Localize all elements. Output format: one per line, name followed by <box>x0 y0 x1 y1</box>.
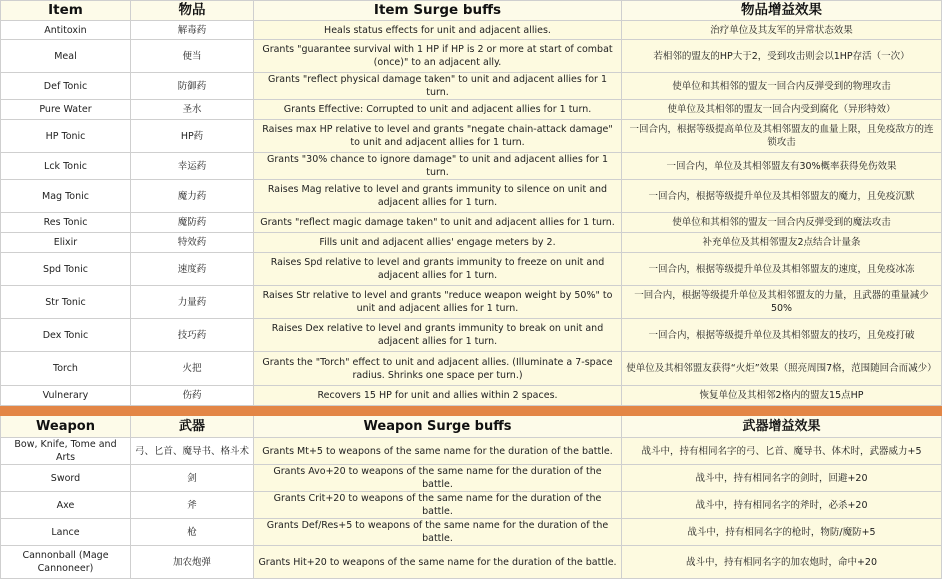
item-name-cn: 特效药 <box>131 233 254 253</box>
item-buff-cn: 一回合内，根据等级提高单位及其相邻盟友的血量上限，且免疫敌方的连锁攻击 <box>622 120 942 153</box>
item-name: Antitoxin <box>1 21 131 40</box>
weapon-buff-cn: 战斗中，持有相同名字的枪时，物防/魔防+5 <box>622 519 942 546</box>
weapon-buff: Grants Mt+5 to weapons of the same name for the duration of the battle. <box>254 438 622 465</box>
item-name: Elixir <box>1 233 131 253</box>
weapon-row <box>1 546 942 579</box>
item-buff: Grants "reflect physical damage taken" to unit and adjacent allies for 1 turn. <box>254 73 622 100</box>
item-buff: Raises Str relative to level and grants "reduce weapon weight by 50%" to unit and adjacent allies for 1 turn. <box>254 286 622 319</box>
weapon-buff-cn: 战斗中，持有相同名字的斧时，必杀+20 <box>622 492 942 519</box>
item-name-cn: 伤药 <box>131 386 254 406</box>
weapon-name: Axe <box>1 492 131 519</box>
item-buff: Raises Spd relative to level and grants immunity to freeze on unit and adjacent allies for 1 turn. <box>254 253 622 286</box>
item-row <box>1 100 942 120</box>
item-name: Def Tonic <box>1 73 131 100</box>
weapon-name-cn: 弓、匕首、魔导书、格斗术 <box>131 438 254 465</box>
item-buff-cn: 一回合内，单位及其相邻盟友有30%概率获得免伤效果 <box>622 153 942 180</box>
item-row <box>1 253 942 286</box>
item-buff-cn: 一回合内，根据等级提升单位及其相邻盟友的魔力，且免疫沉默 <box>622 180 942 213</box>
weapon-row <box>1 438 942 465</box>
item-name: Res Tonic <box>1 213 131 233</box>
weapon-buff: Grants Crit+20 to weapons of the same name for the duration of the battle. <box>254 492 622 519</box>
item-buff: Grants "guarantee survival with 1 HP if HP is 2 or more at start of combat (once)" to an adjacent ally. <box>254 40 622 73</box>
item-row <box>1 319 942 352</box>
item-buff: Grants the "Torch" effect to unit and adjacent allies. (Illuminate a 7-space radius. Shrinks one space per turn.) <box>254 352 622 386</box>
header-item-buffs: Item Surge buffs <box>254 1 622 21</box>
weapon-buff: Grants Def/Res+5 to weapons of the same name for the duration of the battle. <box>254 519 622 546</box>
item-buff-cn: 使单位及其相邻盟友获得“火炬”效果（照亮周围7格，范围随回合而减少） <box>622 352 942 386</box>
item-name-cn: 便当 <box>131 40 254 73</box>
item-name: Dex Tonic <box>1 319 131 352</box>
weapon-row <box>1 519 942 546</box>
header-weapon-buffs-cn: 武器增益效果 <box>622 416 942 438</box>
weapon-name: Cannonball (Mage Cannoneer) <box>1 546 131 579</box>
item-buff: Heals status effects for unit and adjacent allies. <box>254 21 622 40</box>
item-buff-cn: 恢复单位及其相邻2格内的盟友15点HP <box>622 386 942 406</box>
header-item-buffs-cn: 物品增益效果 <box>622 1 942 21</box>
item-name: Pure Water <box>1 100 131 120</box>
item-header-row <box>1 1 942 21</box>
item-name-cn: 速度药 <box>131 253 254 286</box>
section-divider-bar <box>1 406 942 416</box>
item-buff: Grants Effective: Corrupted to unit and adjacent allies for 1 turn. <box>254 100 622 120</box>
item-buff-cn: 一回合内，根据等级提升单位及其相邻盟友的力量，且武器的重量减少50% <box>622 286 942 319</box>
item-buff-cn: 一回合内，根据等级提升单位及其相邻盟友的技巧，且免疫打破 <box>622 319 942 352</box>
item-buff: Fills unit and adjacent allies' engage meters by 2. <box>254 233 622 253</box>
item-name-cn: 技巧药 <box>131 319 254 352</box>
item-buff-cn: 使单位和其相邻的盟友一回合内反弹受到的魔法攻击 <box>622 213 942 233</box>
item-buff-cn: 若相邻的盟友的HP大于2，受到攻击则会以1HP存活（一次） <box>622 40 942 73</box>
weapon-name-cn: 加农炮弹 <box>131 546 254 579</box>
weapon-buff-cn: 战斗中，持有相同名字的剑时，回避+20 <box>622 465 942 492</box>
item-row <box>1 40 942 73</box>
section-divider <box>1 406 942 416</box>
weapon-row <box>1 492 942 519</box>
header-item-cn: 物品 <box>131 1 254 21</box>
item-row <box>1 21 942 40</box>
weapon-name-cn: 枪 <box>131 519 254 546</box>
item-row <box>1 120 942 153</box>
weapon-name-cn: 剑 <box>131 465 254 492</box>
item-name-cn: HP药 <box>131 120 254 153</box>
header-weapon-buffs: Weapon Surge buffs <box>254 416 622 438</box>
item-buff: Raises max HP relative to level and grants "negate chain-attack damage" to unit and adjacent allies for 1 turn. <box>254 120 622 153</box>
item-name: Vulnerary <box>1 386 131 406</box>
item-buff: Raises Dex relative to level and grants immunity to break on unit and adjacent allies for 1 turn. <box>254 319 622 352</box>
item-name-cn: 魔力药 <box>131 180 254 213</box>
header-weapon-cn: 武器 <box>131 416 254 438</box>
item-row <box>1 153 942 180</box>
item-buff-cn: 补充单位及其相邻盟友2点结合计量条 <box>622 233 942 253</box>
header-weapon: Weapon <box>1 416 131 438</box>
item-buff-cn: 使单位及其相邻的盟友一回合内受到腐化（异形特效） <box>622 100 942 120</box>
weapon-buff: Grants Avo+20 to weapons of the same name for the duration of the battle. <box>254 465 622 492</box>
item-row <box>1 213 942 233</box>
item-name: Str Tonic <box>1 286 131 319</box>
item-name: Lck Tonic <box>1 153 131 180</box>
weapon-name: Bow, Knife, Tome and Arts <box>1 438 131 465</box>
item-name: Torch <box>1 352 131 386</box>
item-name-cn: 火把 <box>131 352 254 386</box>
weapon-buff: Grants Hit+20 to weapons of the same name for the duration of the battle. <box>254 546 622 579</box>
item-name-cn: 解毒药 <box>131 21 254 40</box>
item-buff-cn: 一回合内，根据等级提升单位及其相邻盟友的速度，且免疫冰冻 <box>622 253 942 286</box>
weapon-name-cn: 斧 <box>131 492 254 519</box>
item-buff: Raises Mag relative to level and grants immunity to silence on unit and adjacent allies for 1 turn. <box>254 180 622 213</box>
weapon-name: Lance <box>1 519 131 546</box>
weapon-buff-cn: 战斗中，持有相同名字的弓、匕首、魔导书、体术时，武器威力+5 <box>622 438 942 465</box>
item-row <box>1 386 942 406</box>
item-row <box>1 233 942 253</box>
item-name-cn: 幸运药 <box>131 153 254 180</box>
item-row <box>1 352 942 386</box>
item-row <box>1 286 942 319</box>
item-name-cn: 圣水 <box>131 100 254 120</box>
weapon-buff-cn: 战斗中，持有相同名字的加农炮时，命中+20 <box>622 546 942 579</box>
item-name: HP Tonic <box>1 120 131 153</box>
item-buff: Grants "30% chance to ignore damage" to unit and adjacent allies for 1 turn. <box>254 153 622 180</box>
item-row <box>1 180 942 213</box>
item-name-cn: 力量药 <box>131 286 254 319</box>
weapon-row <box>1 465 942 492</box>
item-buff: Recovers 15 HP for unit and allies within 2 spaces. <box>254 386 622 406</box>
item-name-cn: 防御药 <box>131 73 254 100</box>
item-name: Spd Tonic <box>1 253 131 286</box>
item-row <box>1 73 942 100</box>
item-name-cn: 魔防药 <box>131 213 254 233</box>
item-buff-cn: 治疗单位及其友军的异常状态效果 <box>622 21 942 40</box>
item-buff-cn: 使单位和其相邻的盟友一回合内反弹受到的物理攻击 <box>622 73 942 100</box>
item-name: Meal <box>1 40 131 73</box>
item-name: Mag Tonic <box>1 180 131 213</box>
weapon-name: Sword <box>1 465 131 492</box>
weapon-header-row <box>1 416 942 438</box>
header-item: Item <box>1 1 131 21</box>
item-buff: Grants "reflect magic damage taken" to unit and adjacent allies for 1 turn. <box>254 213 622 233</box>
